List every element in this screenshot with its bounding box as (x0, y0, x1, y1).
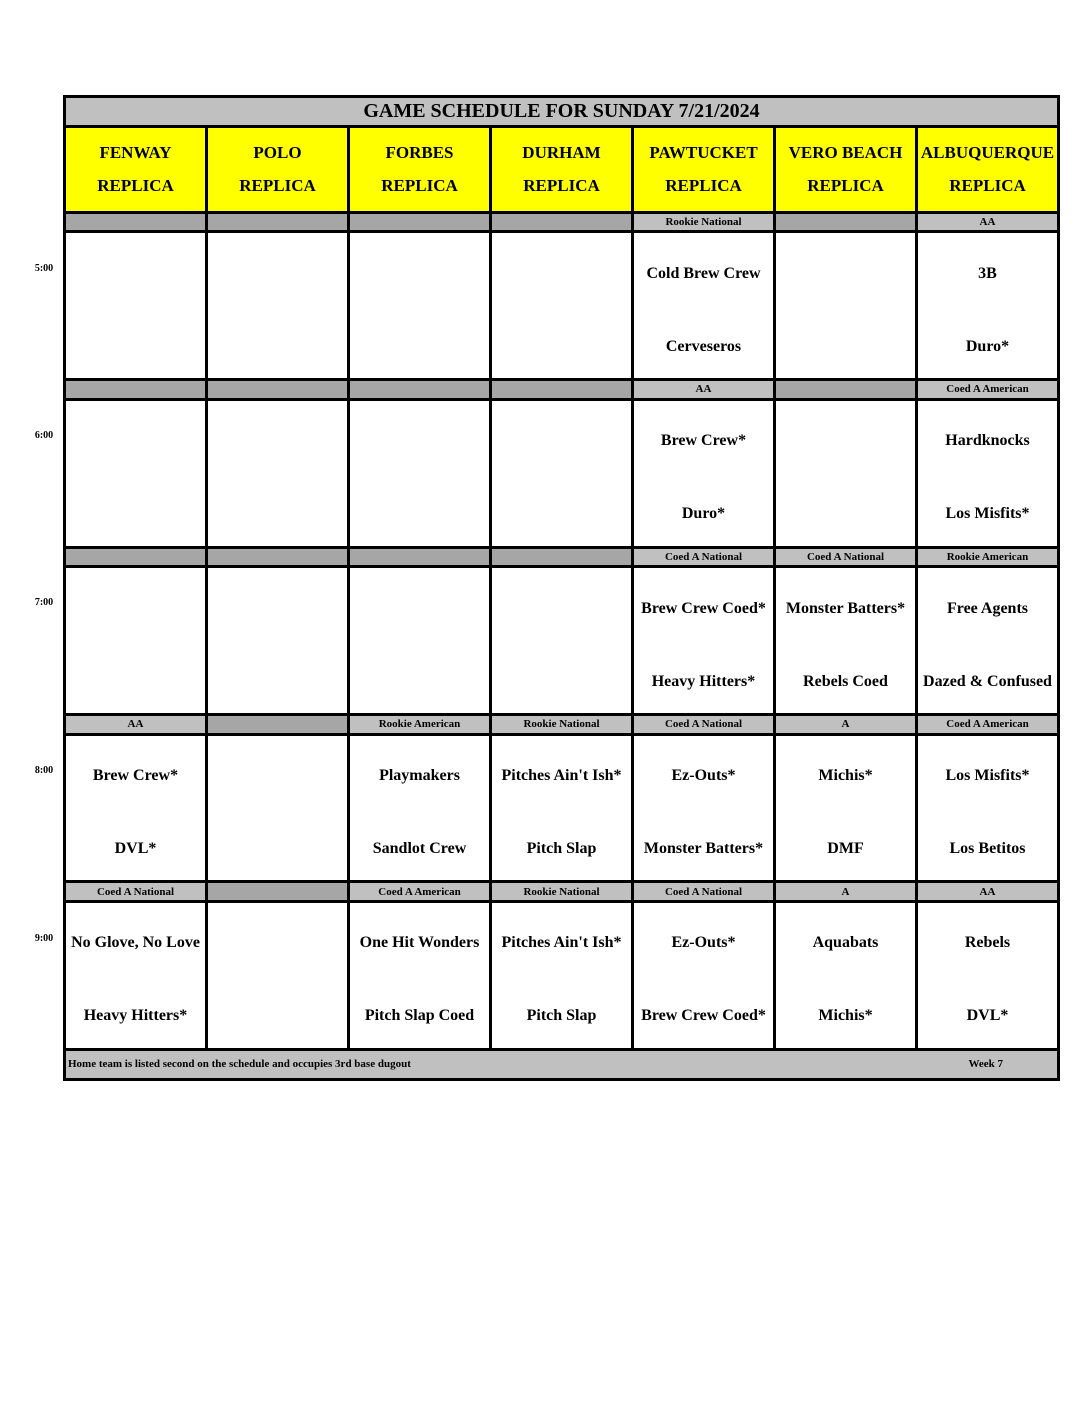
division-label (207, 547, 349, 567)
footer-cell (65, 1049, 1059, 1079)
division-label (207, 380, 349, 400)
time-label-8: 8:00 (34, 765, 54, 776)
division-label (491, 212, 633, 232)
venue-subtitle: REPLICA (381, 176, 458, 196)
division-label (65, 380, 207, 400)
division-row (65, 715, 1059, 735)
venue-header (633, 126, 775, 212)
game-cell (775, 399, 917, 547)
division-label: Coed A American (349, 882, 491, 902)
visiting-team: Michis* (818, 767, 873, 785)
game-cell (349, 902, 491, 1050)
game-cell (65, 567, 207, 715)
division-label: Rookie National (491, 882, 633, 902)
game-cell (349, 734, 491, 882)
game-cell (775, 567, 917, 715)
division-label: Coed A National (633, 715, 775, 735)
division-row (65, 212, 1059, 232)
division-label: Rookie National (491, 715, 633, 735)
venue-header (349, 126, 491, 212)
venue-header (491, 126, 633, 212)
home-team: Pitch Slap (526, 840, 597, 858)
visiting-team: Pitches Ain't Ish* (501, 767, 622, 785)
home-team: Heavy Hitters* (83, 1007, 188, 1025)
division-label (65, 547, 207, 567)
venue-subtitle: REPLICA (97, 176, 174, 196)
venue-subtitle: REPLICA (523, 176, 600, 196)
game-cell (207, 399, 349, 547)
visiting-team: Cold Brew Crew (646, 264, 761, 282)
game-cell (775, 902, 917, 1050)
division-label (349, 212, 491, 232)
game-cell (65, 399, 207, 547)
venue-name: POLO (253, 143, 302, 163)
division-label: A (775, 882, 917, 902)
venue-subtitle: REPLICA (949, 176, 1026, 196)
visiting-team: Free Agents (946, 599, 1028, 617)
home-team: Heavy Hitters* (651, 672, 756, 690)
division-label: Coed A National (633, 882, 775, 902)
division-label (491, 547, 633, 567)
division-label: Rookie National (633, 212, 775, 232)
division-label (775, 212, 917, 232)
game-cell (917, 399, 1059, 547)
time-label-7: 7:00 (34, 597, 54, 608)
home-team: Los Misfits* (945, 505, 1030, 523)
home-team: Brew Crew Coed* (641, 1007, 766, 1025)
division-label: Coed A National (775, 547, 917, 567)
home-team: Los Betitos (949, 840, 1026, 858)
game-cell (633, 902, 775, 1050)
division-label: Coed A American (917, 715, 1059, 735)
home-team: Pitch Slap (526, 1007, 597, 1025)
venue-name: DURHAM (522, 143, 601, 163)
division-row (65, 547, 1059, 567)
game-row (65, 399, 1059, 547)
venue-name: VERO BEACH (788, 143, 903, 163)
game-row (65, 232, 1059, 380)
schedule-title: GAME SCHEDULE FOR SUNDAY 7/21/2024 (65, 97, 1059, 127)
venue-subtitle: REPLICA (239, 176, 316, 196)
venue-name: FENWAY (99, 143, 172, 163)
game-cell (65, 232, 207, 380)
division-label: AA (917, 212, 1059, 232)
game-cell (917, 734, 1059, 882)
visiting-team: Brew Crew Coed* (641, 599, 766, 617)
game-cell (917, 567, 1059, 715)
game-cell (491, 399, 633, 547)
visiting-team: Pitches Ain't Ish* (501, 934, 622, 952)
visiting-team: 3B (978, 264, 997, 282)
game-cell (207, 734, 349, 882)
visiting-team: Rebels (964, 934, 1011, 952)
venue-header (775, 126, 917, 212)
venue-name: FORBES (385, 143, 454, 163)
home-team: Rebels Coed (803, 672, 888, 690)
time-label-6: 6:00 (34, 430, 54, 441)
game-row (65, 902, 1059, 1050)
division-label (491, 380, 633, 400)
venue-header (917, 126, 1059, 212)
division-label: A (775, 715, 917, 735)
schedule-table (63, 95, 1060, 1081)
visiting-team: Aquabats (812, 934, 879, 952)
home-team-note: Home team is listed second on the schedule and occupies 3rd base dugout (68, 1058, 411, 1071)
game-cell (65, 902, 207, 1050)
visiting-team: Los Misfits* (945, 767, 1030, 785)
home-team: Sandlot Crew (372, 840, 467, 858)
game-cell (633, 567, 775, 715)
venue-header (207, 126, 349, 212)
game-cell (491, 734, 633, 882)
division-label: AA (65, 715, 207, 735)
visiting-team: Brew Crew* (92, 767, 179, 785)
title-row (65, 97, 1059, 127)
game-cell (633, 399, 775, 547)
game-cell (207, 232, 349, 380)
division-label (349, 547, 491, 567)
game-cell (349, 399, 491, 547)
game-cell (633, 734, 775, 882)
game-row (65, 734, 1059, 882)
game-cell (491, 567, 633, 715)
home-team: Cerveseros (665, 337, 742, 355)
home-team: Pitch Slap Coed (364, 1007, 475, 1025)
division-label: Rookie American (349, 715, 491, 735)
home-team: Duro* (681, 505, 726, 523)
home-team: Duro* (965, 337, 1010, 355)
division-label: AA (633, 380, 775, 400)
division-label: Coed A National (633, 547, 775, 567)
division-label (207, 212, 349, 232)
division-label (207, 715, 349, 735)
venue-subtitle: REPLICA (665, 176, 742, 196)
division-label: Rookie American (917, 547, 1059, 567)
home-team: DVL* (114, 840, 157, 858)
division-row (65, 882, 1059, 902)
game-cell (349, 567, 491, 715)
visiting-team: No Glove, No Love (71, 934, 200, 952)
game-cell (491, 232, 633, 380)
division-label: Coed A American (917, 380, 1059, 400)
division-label (775, 380, 917, 400)
venue-subtitle: REPLICA (807, 176, 884, 196)
home-team: Monster Batters* (643, 840, 764, 858)
visiting-team: Monster Batters* (785, 599, 906, 617)
venue-name: PAWTUCKET (649, 143, 758, 163)
visiting-team: Ez-Outs* (671, 767, 736, 785)
venue-name: ALBUQUERQUE (920, 143, 1055, 163)
time-label-5: 5:00 (34, 263, 54, 274)
venue-header (65, 126, 207, 212)
visiting-team: Playmakers (379, 767, 460, 785)
game-cell (207, 902, 349, 1050)
home-team: DMF (827, 840, 864, 858)
game-row (65, 567, 1059, 715)
time-label-9: 9:00 (34, 933, 54, 944)
game-cell (775, 734, 917, 882)
division-label: AA (917, 882, 1059, 902)
game-cell (917, 902, 1059, 1050)
division-label (65, 212, 207, 232)
visiting-team: One Hit Wonders (359, 934, 480, 952)
game-cell (491, 902, 633, 1050)
game-cell (633, 232, 775, 380)
home-team: Dazed & Confused (923, 672, 1052, 690)
division-label (349, 380, 491, 400)
visiting-team: Brew Crew* (660, 432, 747, 450)
home-team: Michis* (818, 1007, 873, 1025)
game-cell (207, 567, 349, 715)
home-team: DVL* (966, 1007, 1009, 1025)
division-label (207, 882, 349, 902)
game-cell (917, 232, 1059, 380)
division-label: Coed A National (65, 882, 207, 902)
division-row (65, 380, 1059, 400)
game-cell (775, 232, 917, 380)
visiting-team: Hardknocks (945, 432, 1030, 450)
venue-header-row (65, 126, 1059, 212)
game-cell (65, 734, 207, 882)
week-label: Week 7 (968, 1058, 1003, 1071)
footer-row (65, 1049, 1059, 1079)
game-cell (349, 232, 491, 380)
visiting-team: Ez-Outs* (671, 934, 736, 952)
